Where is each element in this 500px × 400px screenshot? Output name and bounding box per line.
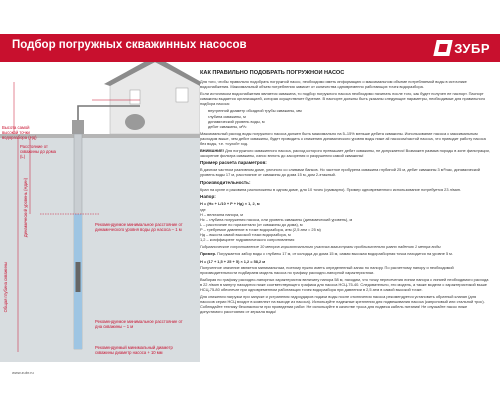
label-rec-min-dynamic: Рекомендуемое минимальное расстояние от динамического уровня воды до насоса – 1 м [95,222,183,232]
performance-heading: Производительность: [200,179,251,185]
page-header [0,34,500,62]
head-heading: Напор: [200,193,216,199]
pressure-tank [125,114,145,130]
example-calc-paragraph [200,251,490,256]
list-item: • глубина скважины, м [208,114,490,119]
hydraulic-note: Гидравлическое сопротивление 10 метров горизонтального участка магистрали приблизительно равно падению 1 метра воды [200,244,441,250]
brand-name: ЗУБР [454,40,490,56]
paragraph-max-flow: Максимальный расход воды погружного насоса должен быть максимально на 5–15% меньше дебита скважины. Использование насоса с максимальным расходом выше, чем дебит скважины, будет приводить к снижению динамического уровня воды ниже all насосом/частой насоса, что приводит работу насоса без воды, т.е. «сухой» ход. [200,130,486,147]
list-item: • внутренний диаметр обсадной трубы скважины, мм [208,108,490,113]
section-title: КАК ПРАВИЛЬНО ПОДОБРАТЬ ПОГРУЖНОЙ НАСОС [200,70,345,76]
example-heading: Пример расчета параметров: [200,160,267,166]
label-distance: Расстояние от скважины до дома (L) [20,144,56,159]
definition-line: L – расстояние по горизонтали (от скважины до дома), м [200,221,303,227]
label-rec-min-bottom: Рекомендуемое минимальное расстояние от дна скважины – 1 м [95,319,183,329]
list-item: • динамический уровень воды, м [208,119,490,124]
tap-window [130,90,140,104]
list-item: • дебит скважины, м³/ч [208,124,490,129]
brand-logo [435,38,490,58]
warning-text: Для погружного скважинного насоса, расход которого превышает дебит скважины, не допускается! Возможен размыв породы в зоне фильтрации, засорение фильтра скважины, износ вплоть до засорения и разрушения самой скважины! [200,148,490,159]
pump-body [76,262,81,292]
paragraph-passport: Если источником водоснабжения является скважина, то подбор погружного насоса необходимо начинать после того, как будет получен ее паспорт. Паспорт скважины выдается организацией, которая осуществляет бурение. В паспорте должны быть указаны следующие параметры, необходимые для правильного подбора насоса: [200,91,486,107]
where-label: где [200,206,206,212]
label-total-depth: Общая глубина скважины [3,262,8,313]
final-paragraph-2: Выбирая по графику расходно-напорных характеристик величину напора 58 м, находим, что точку пересечения линии напора с линией необходимого расхода в 22 л/мин в минуту находится ниже соответствующего графика для насоса НСЦ-75-40. Следовательно, это модель, а также модели с характеристикой выше НСЦ-75-80 обеспечат при одновременном работающих точек водоразбора при давлении в 2,5 атм в самой высокой точке. [200,276,489,292]
page-title: Подбор погружных скважинных насосов [12,39,247,51]
label-rec-min-diameter: Рекомендуемый минимальный диаметр скважины диаметр насоса + 10 мм [95,345,173,355]
wellhead [72,120,84,134]
head-formula: H = (Hс + L/10 + P + Hд) × 1, 2, м [200,200,260,206]
house-window [176,88,188,102]
label-height-top: Высота самой высокой точки водоразбора (Hд) [2,125,37,140]
instructions-column [200,70,490,368]
final-paragraph-1: Полученное значение является минимальным, поэтому нужно иметь определенный запас по напору. По расчетному напору и необходимой производительности подбираем модель насоса по графику расходно-напорной характеристики. [200,264,454,275]
well-diagram-svg [0,62,200,362]
example-calc-text: Погружается забор воды с глубины 17 м, от колодца до дома 15 м, самая высокая водоразборная точка находится на уровне 5 м. [217,251,453,257]
brand-mark-icon [434,40,453,56]
warning-label: ВНИМАНИЕ! [200,148,224,154]
definition-line: Hд – высота самой высокой точки водоразбора, м [200,232,291,238]
example-calc-label: Пример. [200,251,217,257]
footer-url: www.zubr.ru [12,370,34,375]
example-result: H = (17 + 1,5 + 25 + 5) × 1,2 = 58,2 м [200,258,266,264]
warning-paragraph [200,148,490,158]
final-paragraph-3: Для снижения нагрузки при запуске и устранения гидроударов подачи воды после отключения насоса рекомендуется установить обратный клапан (для насосов серии НСЦ входит в комплект на выходе из насоса). Используйте надежные крепления для подвешивания насоса (капроновый или стальной трос). Соблюдайте технику безопасности при проведении работ. Не используйте в качестве троса для подвеса кабель питания! Не опускайте насос ниже допустимого расстояния от зеркала воды! [200,294,485,315]
definition-line: P – требуемое давление в точке водоразбора, атм (2,5 атм = 25 м) [200,227,321,233]
definition-line: 1,2 – коэффициент гидравлического сопротивления [200,237,295,243]
example-paragraph: В дачном частном разливном доме, уличного со сливами банков. Но частное пробурена скважина глубиной 25 м, дебит скважины 3 м³/час, динамический уровень воды 17 м, расстояние от скважины до дома 15 м, дом 2-этажный. [200,167,480,178]
definition-line: H – величина напора, м [200,211,243,217]
label-dynamic-level: Динамический уровень (Hдин) [23,178,28,238]
parameters-list [200,108,490,128]
definition-line: Hс – глубина погружения насоса, или уровень скважины (динамический уровень), м [200,216,353,222]
performance-paragraph: Кран на кухне и раковина расположены в одном доме, для 10 точек (суммарно). Пример одновременного использование потребуется 23 л/мин. [200,186,462,192]
paragraph-intro: Для того, чтобы правильно подобрать погружной насос, необходимо иметь информацию о максимальном объеме потребляемой воды в источнике водоснабжения. Максимальный объем потребления зависит от количества одновременно работающих точек водоразбора. [200,79,467,90]
well-diagram [0,62,200,362]
